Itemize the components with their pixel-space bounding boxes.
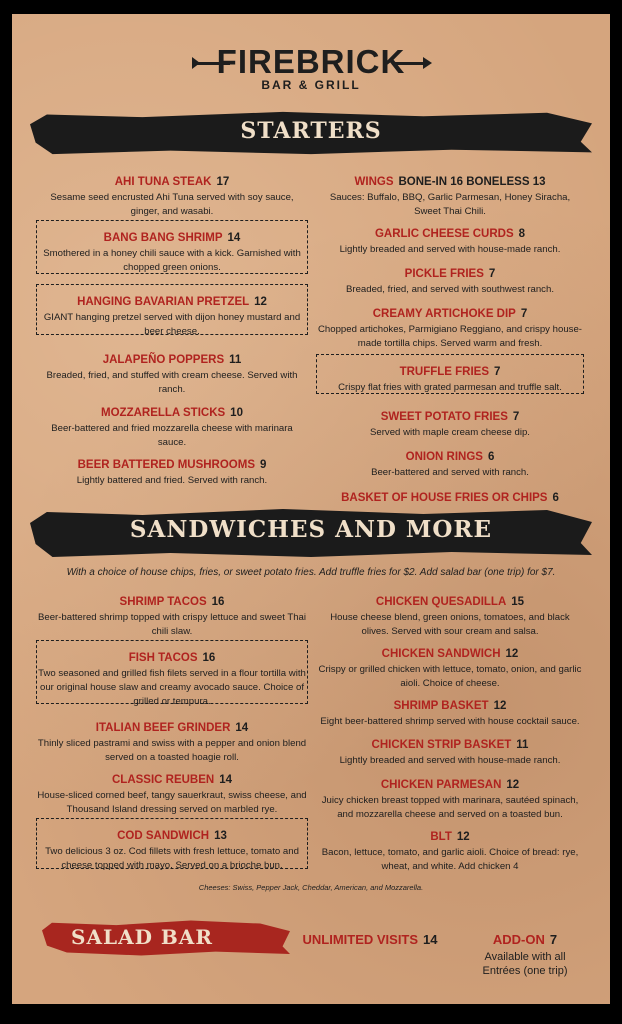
- starters-title: STARTERS: [240, 118, 382, 144]
- item-description: House cheese blend, green onions, tomatoes, and black olives. Served with sour cream and salsa.: [330, 612, 570, 637]
- item-description: Bacon, lettuce, tomato, and garlic aioli. Choice of bread: rye, wheat, and white. Add chicken 4: [321, 847, 579, 872]
- item-price: 6: [487, 451, 495, 463]
- item-description: Lightly breaded and served with house-made ranch.: [339, 755, 561, 766]
- item-description: Chopped artichokes, Parmigiano Reggiano, and crispy house-made tortilla chips. Served warm and fresh.: [318, 324, 582, 349]
- menu-item: [316, 445, 584, 480]
- item-price: 15: [511, 596, 525, 608]
- menu-item: [316, 486, 584, 505]
- menu-item: [316, 642, 584, 691]
- item-description: Available with all Entrées (one trip): [482, 951, 568, 977]
- item-name: MOZZARELLA STICKS: [101, 407, 226, 419]
- item-price: 7: [488, 268, 496, 280]
- item-name: BEER BATTERED MUSHROOMS: [77, 459, 255, 471]
- menu-item: [316, 590, 584, 639]
- item-price: 9: [260, 459, 267, 471]
- item-price: 12: [505, 648, 519, 660]
- menu-item: [36, 348, 308, 397]
- menu-item-featured: [36, 640, 308, 707]
- menu-item-featured: [36, 818, 308, 869]
- item-price: 13: [214, 830, 227, 842]
- item-price: BONE-IN 16 BONELESS 13: [398, 176, 546, 188]
- item-name: PICKLE FRIES: [404, 268, 484, 280]
- item-name: GARLIC CHEESE CURDS: [374, 228, 514, 240]
- item-price: 14: [219, 774, 233, 786]
- item-price: 12: [456, 831, 470, 843]
- item-description: Breaded, fried, and served with southwest ranch.: [346, 284, 554, 295]
- item-name: ADD-ON: [492, 932, 545, 947]
- item-name: BLT: [430, 831, 452, 843]
- item-description: Smothered in a honey chili sauce with a kick. Garnished with chopped green onions.: [43, 248, 301, 273]
- item-price: 12: [254, 296, 267, 308]
- menu-item-featured: [36, 284, 308, 335]
- item-name: UNLIMITED VISITS: [302, 932, 419, 947]
- menu-item: [316, 222, 584, 257]
- menu-item: [36, 453, 308, 488]
- item-description: House-sliced corned beef, tangy sauerkraut, swiss cheese, and Thousand Island dressing served on marbled rye.: [37, 790, 307, 815]
- item-description: Crispy flat fries with grated parmesan and truffle salt.: [338, 382, 562, 393]
- salad-addon: [450, 929, 600, 978]
- item-description: Thinly sliced pastrami and swiss with a pepper and onion blend served on a toasted hoagie roll.: [37, 738, 307, 763]
- item-name: TRUFFLE FRIES: [399, 366, 490, 378]
- item-description: Crispy or grilled chicken with lettuce, tomato, onion, and garlic aioli. Choice of cheese.: [318, 664, 582, 689]
- salad-unlimited: [300, 929, 440, 948]
- item-name: CHICKEN SANDWICH: [381, 648, 501, 660]
- item-price: 14: [227, 232, 241, 244]
- item-price: 16: [202, 652, 216, 664]
- item-name: CHICKEN STRIP BASKET: [371, 739, 512, 751]
- sandwiches-title: SANDWICHES AND MORE: [129, 516, 493, 543]
- item-price: 7: [520, 308, 528, 320]
- item-description: Lightly battered and fried. Served with ranch.: [76, 475, 268, 486]
- item-name: CHICKEN PARMESAN: [380, 779, 502, 791]
- item-name: CLASSIC REUBEN: [111, 774, 215, 786]
- brand-subtitle: BAR & GRILL: [261, 78, 361, 92]
- item-name: JALAPEÑO POPPERS: [102, 354, 225, 366]
- item-description: Juicy chicken breast topped with marinara, sautéed spinach, and mozzarella cheese and served on a toasted bun.: [321, 795, 579, 820]
- item-name: WINGS: [354, 176, 394, 188]
- sandwiches-intro: With a choice of house chips, fries, or sweet potato fries. Add truffle fries for $2. Add salad bar (one trip) for $7.: [66, 567, 556, 578]
- item-price: 7: [512, 411, 520, 423]
- item-description: Two delicious 3 oz. Cod fillets with fresh lettuce, tomato and cheese topped with mayo. Served on a brioche bun.: [45, 846, 299, 871]
- item-price: 8: [518, 228, 526, 240]
- menu-item: [36, 401, 308, 450]
- menu-item: [316, 773, 584, 822]
- menu-item: [316, 262, 584, 297]
- item-price: 14: [423, 932, 438, 947]
- item-name: FISH TACOS: [128, 652, 198, 664]
- item-name: ONION RINGS: [405, 451, 483, 463]
- menu-item-featured: [316, 354, 584, 394]
- menu-item: [316, 694, 584, 729]
- item-price: 14: [235, 722, 249, 734]
- item-price: 12: [493, 700, 507, 712]
- cheese-note: Cheeses: Swiss, Pepper Jack, Cheddar, American, and Mozzarella.: [198, 883, 424, 892]
- brand-name: FIREBRICK: [216, 43, 406, 80]
- item-price: 7: [549, 932, 558, 947]
- item-price: 11: [516, 739, 529, 751]
- item-name: CREAMY ARTICHOKE DIP: [372, 308, 516, 320]
- item-description: Two seasoned and grilled fish filets served in a flour tortilla with our original house slaw and creamy avocado sauce. Choice of grilled or tempura.: [38, 668, 306, 707]
- item-name: HANGING BAVARIAN PRETZEL: [77, 296, 250, 308]
- menu-item: [316, 733, 584, 768]
- menu-item: [36, 590, 308, 639]
- menu-item: [316, 825, 584, 874]
- item-name: AHI TUNA STEAK: [114, 176, 212, 188]
- item-name: BANG BANG SHRIMP: [103, 232, 223, 244]
- item-price: 17: [216, 176, 230, 188]
- menu-item: [316, 302, 584, 351]
- item-description: GIANT hanging pretzel served with dijon honey mustard and beer cheese.: [43, 312, 301, 337]
- menu-item: [36, 716, 308, 765]
- item-description: Lightly breaded and served with house-made ranch.: [339, 244, 561, 255]
- item-description: Beer-battered and fried mozzarella cheese with marinara sauce.: [51, 423, 293, 448]
- item-price: 12: [506, 779, 520, 791]
- menu-item: [36, 768, 308, 817]
- menu-item: [316, 405, 584, 440]
- item-price: 10: [230, 407, 243, 419]
- item-name: SWEET POTATO FRIES: [380, 411, 508, 423]
- item-price: 11: [229, 354, 242, 366]
- item-name: SHRIMP BASKET: [393, 700, 489, 712]
- item-description: Sesame seed encrusted Ahi Tuna served with soy sauce, ginger, and wasabi.: [50, 192, 294, 217]
- item-description: Breaded, fried, and stuffed with cream cheese. Served with ranch.: [46, 370, 298, 395]
- salad-bar-title: SALAD BAR: [71, 925, 213, 949]
- item-name: COD SANDWICH: [117, 830, 210, 842]
- item-name: CHICKEN QUESADILLA: [375, 596, 507, 608]
- item-name: SHRIMP TACOS: [119, 596, 207, 608]
- item-name: BASKET OF HOUSE FRIES OR CHIPS: [341, 492, 548, 504]
- item-description: Beer-battered and served with ranch.: [371, 467, 529, 478]
- menu-item: [316, 170, 584, 219]
- menu-item-featured: [36, 220, 308, 274]
- item-name: ITALIAN BEEF GRINDER: [95, 722, 231, 734]
- item-description: Served with maple cream cheese dip.: [370, 427, 530, 438]
- item-price: 6: [552, 492, 559, 504]
- item-price: 16: [211, 596, 225, 608]
- logo: [0, 44, 622, 92]
- item-price: 7: [494, 366, 501, 378]
- menu-item: [36, 170, 308, 219]
- item-description: Sauces: Buffalo, BBQ, Garlic Parmesan, Honey Siracha, Sweet Thai Chili.: [329, 192, 571, 217]
- item-description: Beer-battered shrimp topped with crispy lettuce and sweet Thai chili slaw.: [37, 612, 307, 637]
- item-description: Eight beer-battered shrimp served with house cocktail sauce.: [320, 716, 580, 727]
